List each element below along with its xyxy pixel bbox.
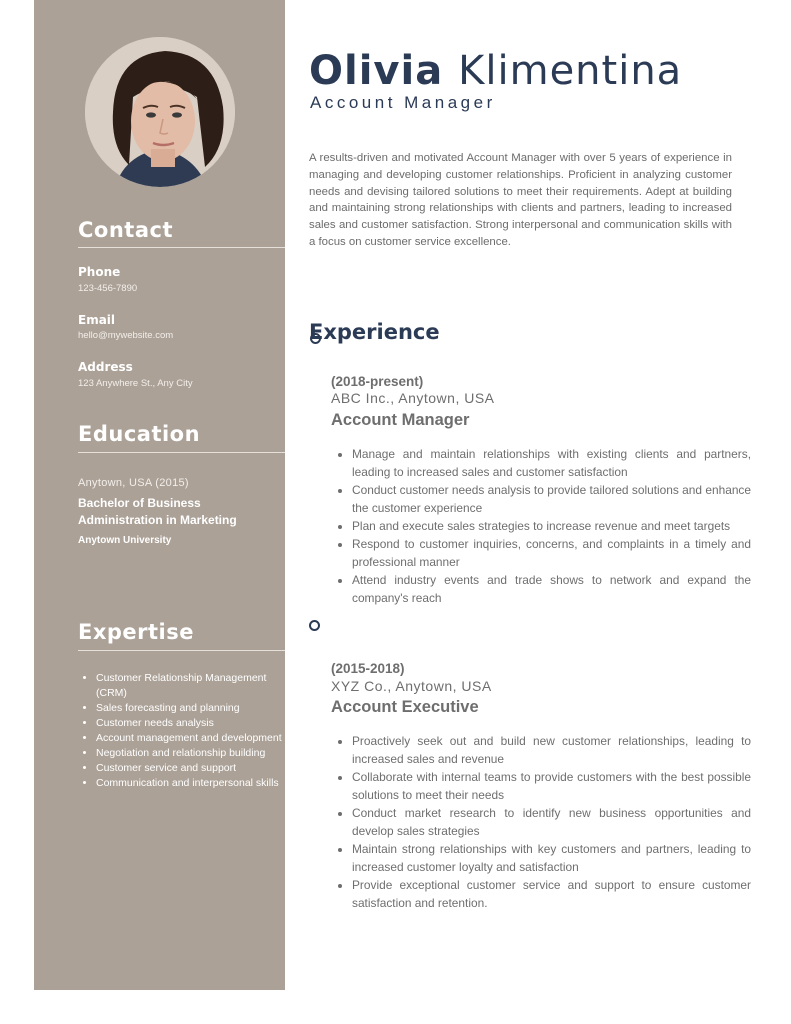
email-value: hello@mywebsite.com <box>78 330 174 341</box>
phone-value: 123-456-7890 <box>78 283 138 294</box>
job-bullet: • Proactively seek out and build new customer relationships, leading to increased sales and revenue <box>352 732 751 768</box>
expertise-heading: Expertise <box>78 620 195 644</box>
job-period: (2015-2018) <box>331 661 405 676</box>
last-name: Klimentina <box>458 48 683 94</box>
job-bullet: • Conduct customer needs analysis to provide tailored solutions and enhance the customer experience <box>352 481 751 517</box>
job-bullet: • Attend industry events and trade shows to network and expand the company's reach <box>352 571 751 607</box>
expertise-item: • Customer needs analysis <box>96 716 286 731</box>
contact-heading: Contact <box>78 218 173 242</box>
job-role: Account Executive <box>331 698 479 716</box>
timeline-dot <box>309 620 320 631</box>
education-divider <box>78 452 285 453</box>
job-bullet: • Maintain strong relationships with key customers and partners, leading to increased customer loyalty and satisfaction <box>352 840 751 876</box>
job-bullet: • Plan and execute sales strategies to increase revenue and meet targets <box>352 517 751 535</box>
job-period: (2018-present) <box>331 374 424 389</box>
job-bullet: • Respond to customer inquiries, concerns, and complaints in a timely and professional manner <box>352 535 751 571</box>
job-responsibilities <box>334 445 751 607</box>
address-label: Address <box>78 360 133 374</box>
expertise-item: • Customer service and support <box>96 761 286 776</box>
job-bullet: • Manage and maintain relationships with existing clients and partners, leading to increased sales and customer satisfaction <box>352 445 751 481</box>
expertise-divider <box>78 650 285 651</box>
candidate-name <box>309 48 682 94</box>
first-name: Olivia <box>309 48 444 94</box>
job-role: Account Manager <box>331 411 470 429</box>
address-value: 123 Anywhere St., Any City <box>78 378 193 389</box>
education-location-year: Anytown, USA (2015) <box>78 477 189 489</box>
job-company: XYZ Co., Anytown, USA <box>331 678 492 694</box>
timeline-dot <box>310 333 321 344</box>
expertise-item: • Communication and interpersonal skills <box>96 776 286 791</box>
sidebar <box>34 0 285 990</box>
profile-photo-image <box>85 37 235 187</box>
expertise-item: • Sales forecasting and planning <box>96 701 286 716</box>
job-bullet: • Collaborate with internal teams to provide customers with the best possible solutions to meet their needs <box>352 768 751 804</box>
education-degree: Bachelor of Business Administration in Marketing <box>78 496 237 527</box>
phone-label: Phone <box>78 265 121 279</box>
email-label: Email <box>78 313 116 327</box>
education-school: Anytown University <box>78 535 172 546</box>
job-title: Account Manager <box>310 93 496 112</box>
expertise-list <box>78 671 286 791</box>
contact-divider <box>78 247 285 248</box>
education-heading: Education <box>78 422 201 446</box>
expertise-item: • Account management and development <box>96 731 286 746</box>
job-company: ABC Inc., Anytown, USA <box>331 390 495 406</box>
job-bullet: • Conduct market research to identify new business opportunities and develop sales strategies <box>352 804 751 840</box>
job-responsibilities <box>334 732 751 912</box>
job-bullet: • Provide exceptional customer service and support to ensure customer satisfaction and retention. <box>352 876 751 912</box>
expertise-item: • Customer Relationship Management (CRM) <box>96 671 286 701</box>
experience-heading: Experience <box>309 320 440 344</box>
profile-summary: A results-driven and motivated Account Manager with over 5 years of experience in managing and developing customer relationships. Proficient in analyzing customer needs and devising tailored solutions to meet their requirements. Adept at building and maintaining strong relationships with clients and partners, leading to increased sales and customer satisfaction. Strong interpersonal and communication skills with a focus on customer service excellence. <box>309 152 732 248</box>
expertise-item: • Negotiation and relationship building <box>96 746 286 761</box>
profile-photo <box>85 37 235 187</box>
